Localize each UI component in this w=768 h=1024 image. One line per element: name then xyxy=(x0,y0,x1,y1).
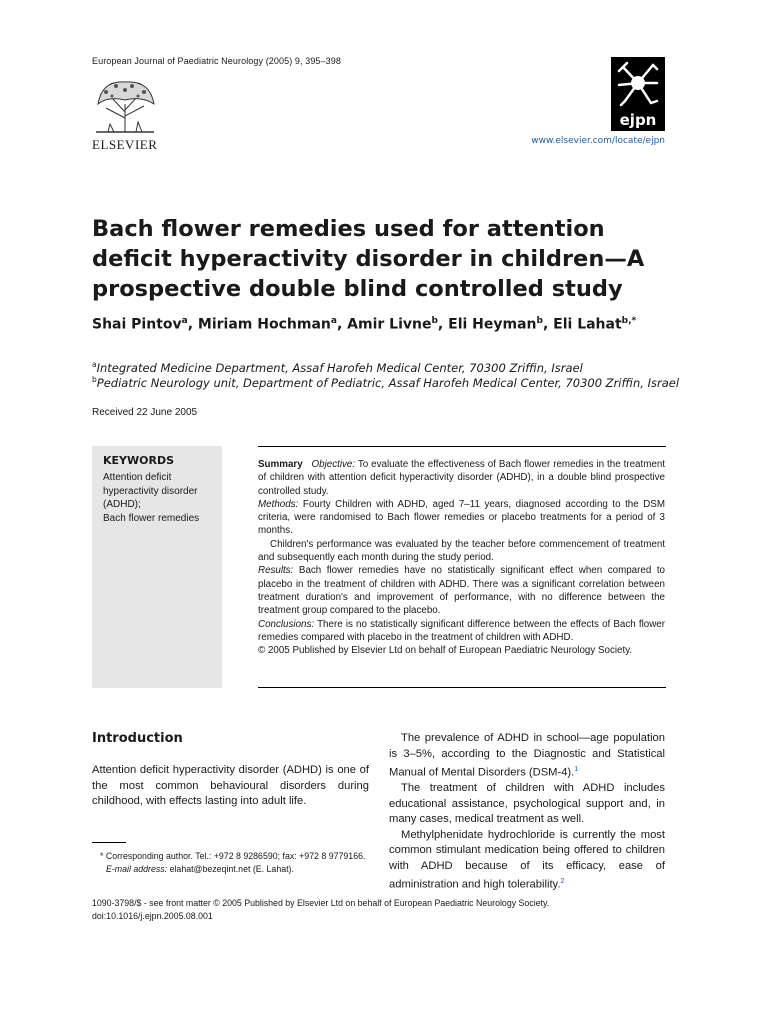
abstract-copyright: © 2005 Published by Elsevier Ltd on behalf of European Paediatric Neurology Society. xyxy=(258,645,633,657)
abstract-methods xyxy=(258,498,665,538)
objective-label: Objective: xyxy=(311,459,356,470)
conclusions-label: Conclusions: xyxy=(258,618,315,630)
methods-label: Methods: xyxy=(258,498,299,510)
abstract-objective xyxy=(258,458,665,498)
abstract xyxy=(258,458,665,657)
author-name: Amir Livne xyxy=(347,316,432,333)
author-list: Shai Pintov$^a$, Miriam Hochman$^a$, Amir Livne$^b$, Eli Heyman$^b$, Eli Lahat$^{b,*}$ xyxy=(92,316,637,333)
corresponding-author-note: * Corresponding author. Tel.: +972 8 9286590; fax: +972 8 9779166. xyxy=(100,851,366,861)
results-text: Bach flower remedies have no statistically significant effect when compared to placebo in the treatment of children with ADHD. There was a significant correlation between treatment duration's and improvement of performance, with no difference between the treatment group compared to the placebo. xyxy=(258,565,665,617)
reference-mark[interactable]: 1 xyxy=(574,766,579,773)
journal-logo xyxy=(611,57,665,131)
abstract-conclusions xyxy=(258,618,665,645)
footnote-rule xyxy=(92,842,126,843)
keywords-title: KEYWORDS xyxy=(103,454,175,467)
affiliation-text: Pediatric Neurology unit, Department of Pediatric, Assaf Harofeh Medical Center, 70300 Zriffin, Israel xyxy=(96,375,680,390)
affiliation-mark: a xyxy=(92,360,97,369)
summary-label: Summary xyxy=(258,459,303,470)
author-affiliation-mark: a xyxy=(330,316,337,326)
affiliation xyxy=(92,375,679,390)
author-name: Eli Lahat xyxy=(553,316,622,333)
email-address: elahat@bezeqint.net (E. Lahat). xyxy=(169,864,294,874)
journal-url-link[interactable]: www.elsevier.com/locate/ejpn xyxy=(531,136,665,146)
keyword: Attention deficit xyxy=(103,472,172,483)
journal-citation: European Journal of Paediatric Neurology (2005) 9, 395–398 xyxy=(92,56,341,66)
author-affiliation-mark: b xyxy=(431,316,438,326)
paragraph xyxy=(389,731,665,781)
email-note xyxy=(92,863,369,876)
keywords-list xyxy=(103,471,199,525)
received-date: Received 22 June 2005 xyxy=(92,407,198,418)
affiliation xyxy=(92,360,583,375)
results-label: Results: xyxy=(258,565,294,577)
abstract-top-rule xyxy=(258,446,666,447)
paragraph xyxy=(389,828,665,894)
section-heading: Introduction xyxy=(92,731,183,746)
elsevier-tree-logo-icon xyxy=(92,74,158,136)
reference-mark[interactable]: 2 xyxy=(560,878,565,886)
paragraph-text: Methylphenidate hydrochloride is currently the most common stimulant medication being offered to children with ADHD because of its efficacy, ease of administration and high tolerability. xyxy=(389,828,665,891)
keywords-box xyxy=(92,446,222,688)
affiliation-mark: b xyxy=(92,375,97,384)
publisher-name: ELSEVIER xyxy=(92,137,158,152)
author-affiliation-mark: b,* xyxy=(621,316,637,326)
author-affiliation-mark: b xyxy=(536,316,543,326)
methods-text: Fourty Children with ADHD, aged 7–11 years, diagnosed according to the DSM criteria, were randomised to Bach flower remedies or placebo treatments for a period of 3 months. xyxy=(258,498,665,537)
intro-paragraph: Attention deficit hyperactivity disorder (ADHD) is one of the most common behavioural disorders during childhood, with effects lasting into adult life. xyxy=(92,764,369,807)
abstract-results xyxy=(258,564,665,617)
paragraph: The treatment of children with ADHD includes educational assistance, psychological support and, in many cases, medical treatment as well. xyxy=(389,782,665,826)
keyword: (ADHD); xyxy=(103,499,141,510)
email-label: E-mail address: xyxy=(106,864,168,874)
keyword: Bach flower remedies xyxy=(103,512,200,524)
article-title: Bach flower remedies used for attention deficit hyperactivity disorder in children—A prospective double blind controlled study xyxy=(92,216,645,302)
doi-line: doi:10.1016/j.ejpn.2005.08.001 xyxy=(92,911,213,921)
right-column xyxy=(389,731,665,893)
paragraph-text: The prevalence of ADHD in school—age population is 3–5%, according to the Diagnostic and Statistical Manual of Mental Disorders (DSM-4). xyxy=(389,732,665,779)
neuron-icon xyxy=(617,61,659,107)
abstract-bottom-rule xyxy=(258,687,666,688)
conclusions-text: There is no statistically significant difference between the effects of Bach flower remedies compared with placebo in the treatment of children with ADHD. xyxy=(258,618,666,643)
author-name: Shai Pintov xyxy=(92,316,182,333)
issn-line: 1090-3798/$ - see front matter © 2005 Published by Elsevier Ltd on behalf of European Paediatric Neurology Society. xyxy=(92,898,550,908)
author-affiliation-mark: a xyxy=(181,316,188,326)
footnote xyxy=(92,850,369,876)
abstract-methods-2: Children's performance was evaluated by the teacher before commencement of treatment and subsequently each month during the study period. xyxy=(258,538,665,564)
journal-logo-text: ejpn xyxy=(619,111,657,129)
author-name: Miriam Hochman xyxy=(197,316,331,333)
author-name: Eli Heyman xyxy=(448,316,537,333)
front-matter-footer xyxy=(92,897,549,923)
objective-text: To evaluate the effectiveness of Bach flower remedies in the treatment of children with attention deficit hyperactivity disorder (ADHD), in a double blind prospective controlled study. xyxy=(258,459,665,497)
affiliation-text: Integrated Medicine Department, Assaf Harofeh Medical Center, 70300 Zriffin, Israel xyxy=(96,360,583,375)
keyword: hyperactivity disorder xyxy=(103,485,198,497)
